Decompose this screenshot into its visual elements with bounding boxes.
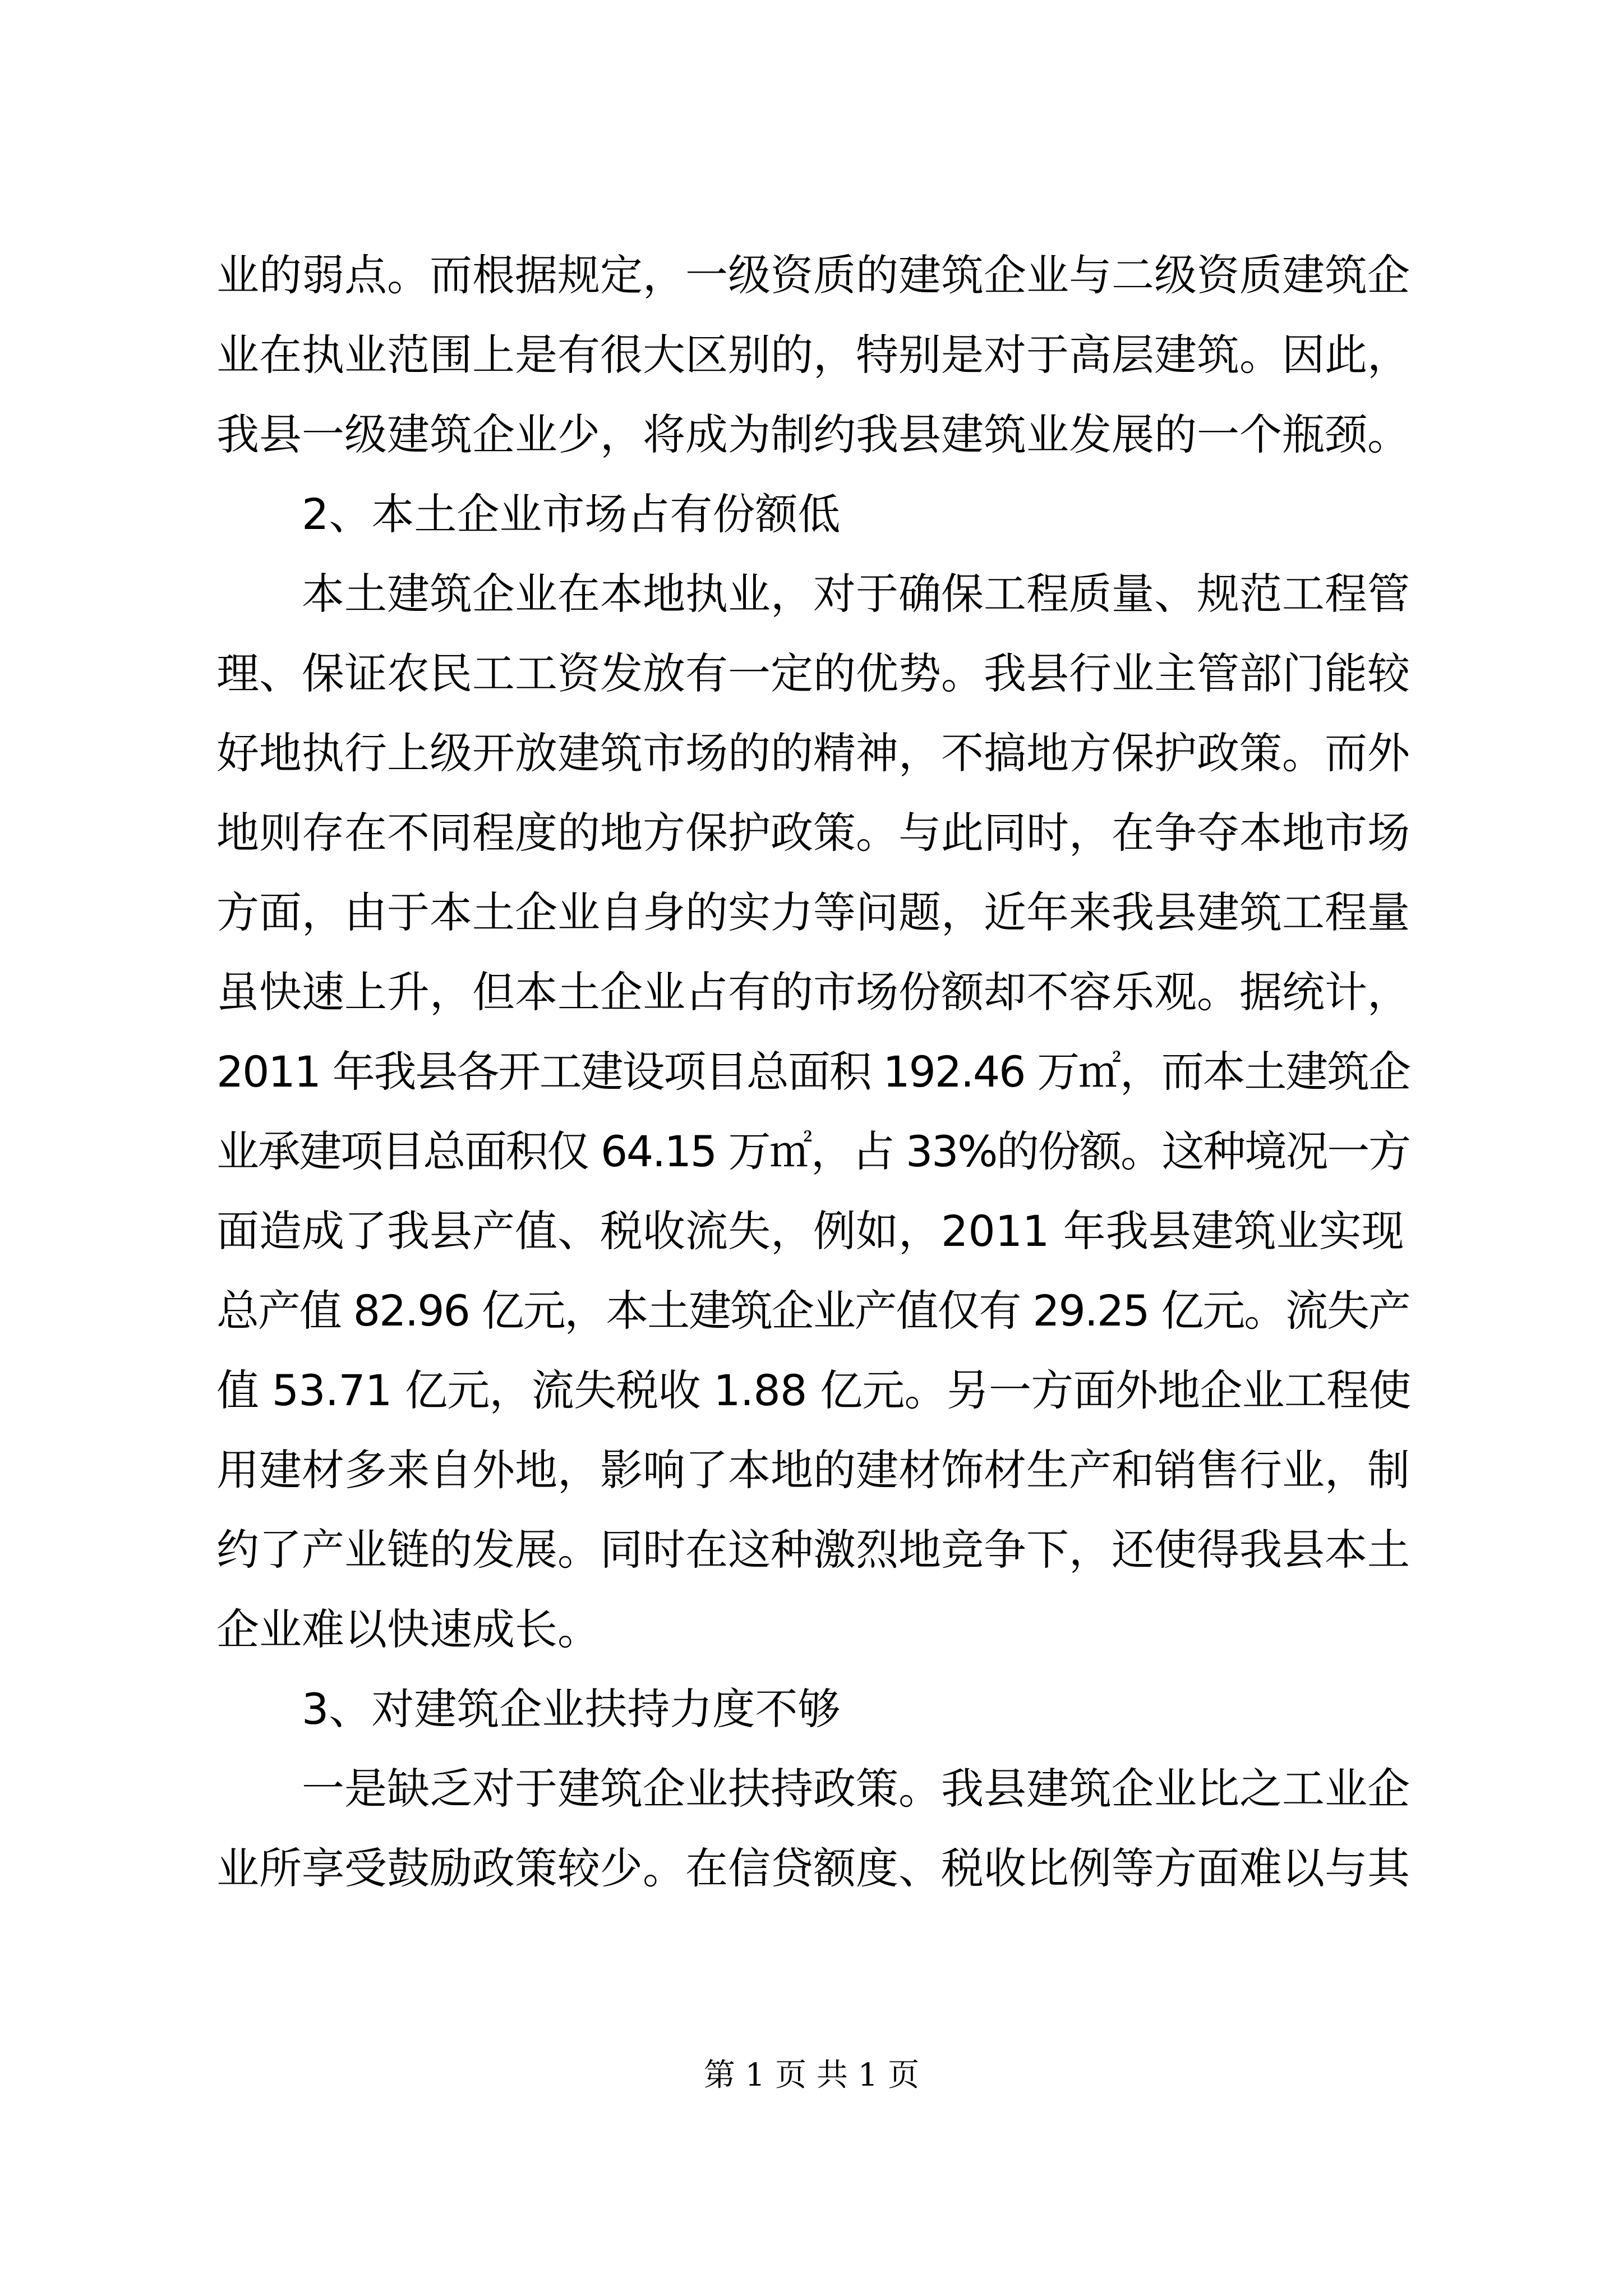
- text-line: 理、保证农民工工资发放有一定的优势。我县行业主管部门能较: [216, 648, 1410, 698]
- text-line: 约了产业链的发展。同时在这种激烈地竞争下，还使得我县本土: [216, 1525, 1410, 1575]
- text-line: 业的弱点。而根据规定，一级资质的建筑企业与二级资质建筑企: [216, 250, 1410, 300]
- text-line: 本土建筑企业在本地执业，对于确保工程质量、规范工程管: [302, 569, 1410, 619]
- text-line: 我县一级建筑企业少，将成为制约我县建筑业发展的一个瓶颈。: [216, 409, 1410, 459]
- text-line: 地则存在不同程度的地方保护政策。与此同时，在争夺本地市场: [216, 808, 1410, 858]
- text-line: 业在执业范围上是有很大区别的，特别是对于高层建筑。因此，: [216, 330, 1410, 380]
- text-line: 面造成了我县产值、税收流失，例如，2011 年我县建筑业实现: [216, 1206, 1404, 1256]
- text-line: 企业难以快速成长。: [216, 1604, 600, 1654]
- text-line: 值 53.71 亿元，流失税收 1.88 亿元。另一方面外地企业工程使: [216, 1365, 1411, 1415]
- text-line: 方面，由于本土企业自身的实力等问题，近年来我县建筑工程量: [216, 887, 1410, 937]
- document-body: [216, 236, 1411, 1908]
- page-footer: 第 1 页 共 1 页: [703, 2057, 920, 2093]
- text-line: 2011 年我县各开工建设项目总面积 192.46 万㎡，而本土建筑企: [216, 1047, 1410, 1097]
- text-line: 一是缺乏对于建筑企业扶持政策。我县建筑企业比之工业企: [302, 1764, 1410, 1814]
- text-line: 用建材多来自外地，影响了本地的建材饰材生产和销售行业，制: [216, 1445, 1410, 1495]
- text-line: 2、本土企业市场占有份额低: [302, 489, 841, 539]
- text-line: 业承建项目总面积仅 64.15 万㎡，占 33%的份额。这种境况一方: [216, 1126, 1410, 1176]
- text-line: 好地执行上级开放建筑市场的的精神，不搞地方保护政策。而外: [216, 728, 1410, 778]
- text-line: 3、对建筑企业扶持力度不够: [302, 1684, 841, 1734]
- text-line: 业所享受鼓励政策较少。在信贷额度、税收比例等方面难以与其: [216, 1843, 1410, 1893]
- text-line: 总产值 82.96 亿元，本土建筑企业产值仅有 29.25 亿元。流失产: [216, 1286, 1410, 1336]
- text-line: 虽快速上升，但本土企业占有的市场份额却不容乐观。据统计，: [216, 967, 1410, 1017]
